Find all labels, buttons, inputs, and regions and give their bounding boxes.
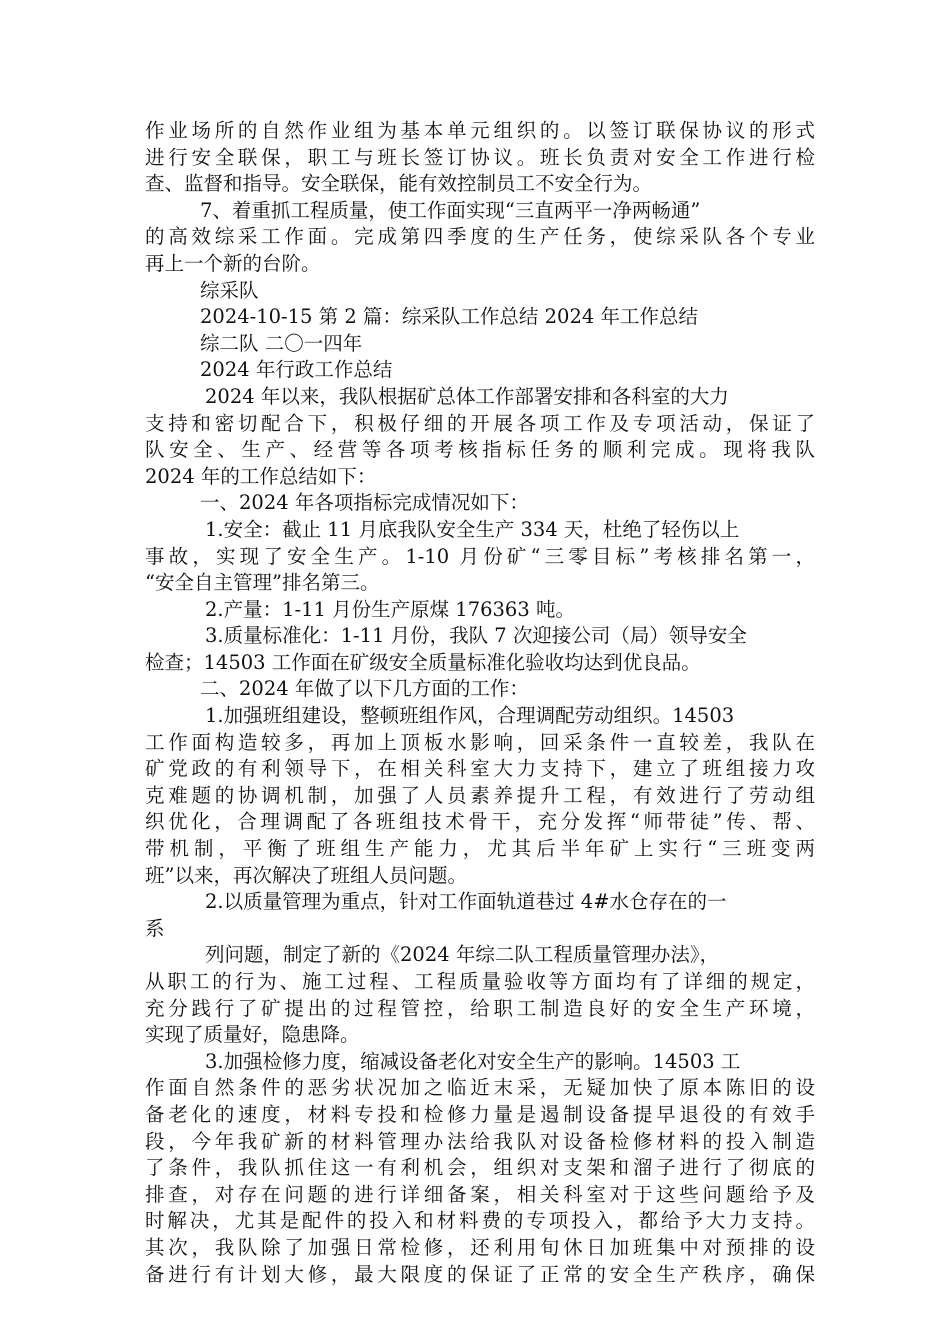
text-line: 从职工的行为、施工过程、工程质量验收等方面均有了详细的规定， [145,970,815,993]
text-line: 实现了质量好，隐患降。 [145,1023,360,1047]
text-line: 队安全、生产、经营等各项考核指标任务的顺利完成。现将我队 [145,438,815,462]
text-line: 2024 年的工作总结如下： [145,464,377,488]
text-line: 再上一个新的台阶。 [145,251,321,275]
text-line: 列问题，制定了新的《2024 年综二队工程质量管理办法》， [205,943,720,967]
text-line: 3.质量标准化：1-11 月份，我队 7 次迎接公司（局）领导安全 [205,624,747,648]
text-line: 系 [145,916,165,940]
text-line: 班”以来，再次解决了班组人员问题。 [145,863,467,887]
text-line: 织优化，合理调配了各班组技术骨干，充分发挥“师带徒”传、帮、 [145,810,815,834]
text-line: 作业场所的自然作业组为基本单元组织的。以签订联保协议的形式 [145,119,815,142]
text-line: 支持和密切配合下，积极仔细的开展各项工作及专项活动，保证了 [145,411,815,435]
text-line: 综二队 二〇一四年 [200,331,363,355]
text-line: 事故，实现了安全生产。1-10 月份矿“三零目标”考核排名第一， [145,544,815,568]
text-line: 带机制，平衡了班组生产能力，尤其后半年矿上实行“三班变两 [145,837,815,861]
text-line: 排查，对存在问题的进行详细备案，相关科室对于这些问题给予及 [145,1182,815,1206]
text-line: 克难题的协调机制，加强了人员素养提升工程，有效进行了劳动组 [145,783,815,807]
text-line: 其次，我队除了加强日常检修，还利用旬休日加班集中对预排的设 [145,1235,815,1259]
text-line: 作面自然条件的恶劣状况加之临近末采，无疑加快了原本陈旧的设 [145,1076,815,1100]
text-line: 2024-10-15 第 2 篇：综采队工作总结 2024 年工作总结 [200,305,698,329]
text-line: 1.加强班组建设，整顿班组作风，合理调配劳动组织。14503 [205,704,735,728]
text-line: 备进行有计划大修，最大限度的保证了正常的安全生产秩序，确保 [145,1262,815,1286]
text-line: 2.以质量管理为重点，针对工作面轨道巷过 4#水仓存在的一 [205,890,727,914]
text-line: 一、2024 年各项指标完成情况如下： [200,491,529,515]
text-line: 时解决，尤其是配件的投入和材料费的专项投入，都给予大力支持。 [145,1209,815,1233]
text-line: 2.产量：1-11 月份生产原煤 176363 吨。 [205,597,575,621]
text-line: 了条件，我队抓住这一有利机会，组织对支架和溜子进行了彻底的 [145,1156,815,1180]
text-line: 备老化的速度，材料专投和检修力量是遏制设备提早退役的有效手 [145,1102,815,1126]
text-line: 3.加强检修力度，缩减设备老化对安全生产的影响。14503 工 [205,1049,741,1073]
text-line: 工作面构造较多，再加上顶板水影响，回采条件一直较差，我队在 [145,730,815,754]
text-line: 7、着重抓工程质量，使工作面实现“三直两平一净两畅通” [200,198,701,222]
text-line: 矿党政的有利领导下，在相关科室大力支持下，建立了班组接力攻 [145,757,815,781]
text-line: 进行安全联保，职工与班长签订协议。班长负责对安全工作进行检 [145,145,815,169]
text-line: “安全自主管理”排名第三。 [145,571,380,595]
text-line: 充分践行了矿提出的过程管控，给职工制造良好的安全生产环境， [145,996,815,1020]
text-line: 查、监督和指导。安全联保，能有效控制员工不安全行为。 [145,172,653,196]
text-line: 的高效综采工作面。完成第四季度的生产任务，使综采队各个专业 [145,225,815,249]
text-line: 2024 年以来，我队根据矿总体工作部署安排和各科室的大力 [205,384,729,408]
text-line: 检查；14503 工作面在矿级安全质量标准化验收均达到优良品。 [145,650,701,674]
text-line: 综采队 [200,278,259,302]
text-line: 段，今年我矿新的材料管理办法给我队对设备检修材料的投入制造 [145,1129,815,1153]
text-line: 1.安全：截止 11 月底我队安全生产 334 天，杜绝了轻伤以上 [205,517,740,541]
text-line: 二、2024 年做了以下几方面的工作： [200,677,529,701]
document-body [145,118,815,1288]
text-line: 2024 年行政工作总结 [200,358,393,382]
